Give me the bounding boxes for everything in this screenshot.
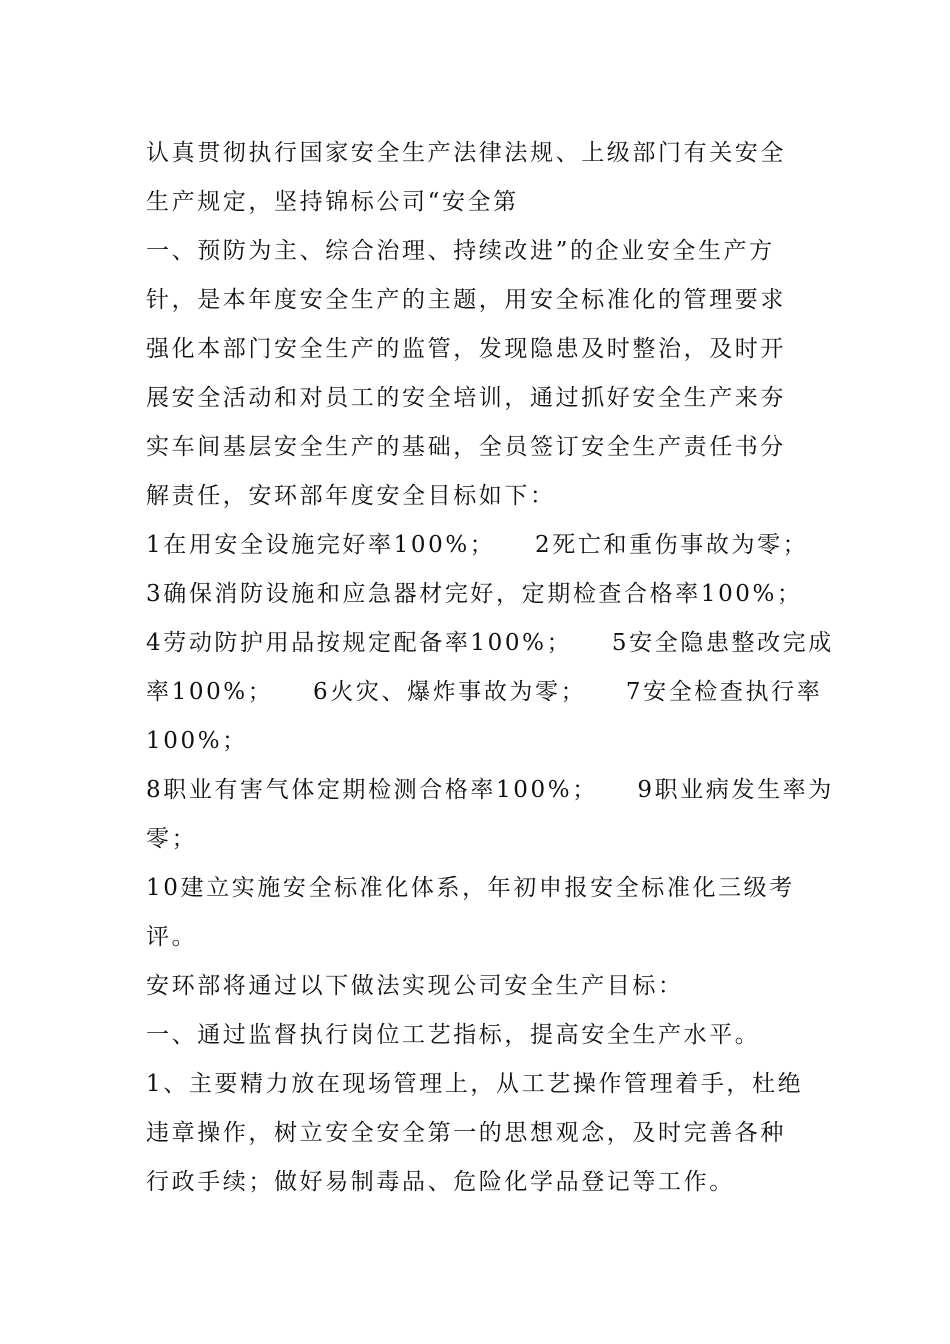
- text-line: 1在用安全设施完好率100%； 2死亡和重伤事故为零；: [146, 532, 809, 558]
- text-line: 安环部将通过以下做法实现公司安全生产目标：: [146, 973, 684, 999]
- text-line: 行政手续；做好易制毒品、危险化学品登记等工作。: [146, 1169, 735, 1195]
- text-line: 针，是本年度安全生产的主题，用安全标准化的管理要求: [146, 287, 786, 313]
- text-line: 解责任，安环部年度安全目标如下：: [146, 483, 556, 509]
- text-line: 3确保消防设施和应急器材完好，定期检查合格率100%；: [146, 581, 803, 607]
- text-line: 一、通过监督执行岗位工艺指标，提高安全生产水平。: [146, 1022, 761, 1048]
- text-line: 实车间基层安全生产的基础，全员签订安全生产责任书分: [146, 434, 786, 460]
- text-line: 一、预防为主、综合治理、持续改进”的企业安全生产方: [146, 238, 775, 264]
- text-line: 违章操作，树立安全安全第一的思想观念，及时完善各种: [146, 1120, 786, 1146]
- document-body: [146, 129, 834, 1207]
- text-line: 展安全活动和对员工的安全培训，通过抓好安全生产来夯: [146, 385, 786, 411]
- text-line: 认真贯彻执行国家安全生产法律法规、上级部门有关安全: [146, 140, 786, 166]
- text-line: 评。: [146, 924, 198, 950]
- text-line: 生产规定，坚持锦标公司“安全第: [146, 189, 519, 215]
- text-line: 4劳动防护用品按规定配备率100%； 5安全隐患整改完成: [146, 630, 834, 656]
- text-line: 1、主要精力放在现场管理上，从工艺操作管理着手，杜绝: [146, 1071, 804, 1097]
- text-line: 100%；: [146, 728, 248, 754]
- text-line: 零；: [146, 826, 198, 852]
- text-line: 强化本部门安全生产的监管，发现隐患及时整治，及时开: [146, 336, 786, 362]
- text-line: 10建立实施安全标准化体系，年初申报安全标准化三级考: [146, 875, 795, 901]
- text-line: 率100%； 6火灾、爆炸事故为零； 7安全检查执行率: [146, 679, 823, 705]
- text-line: 8职业有害气体定期检测合格率100%； 9职业病发生率为: [146, 777, 834, 803]
